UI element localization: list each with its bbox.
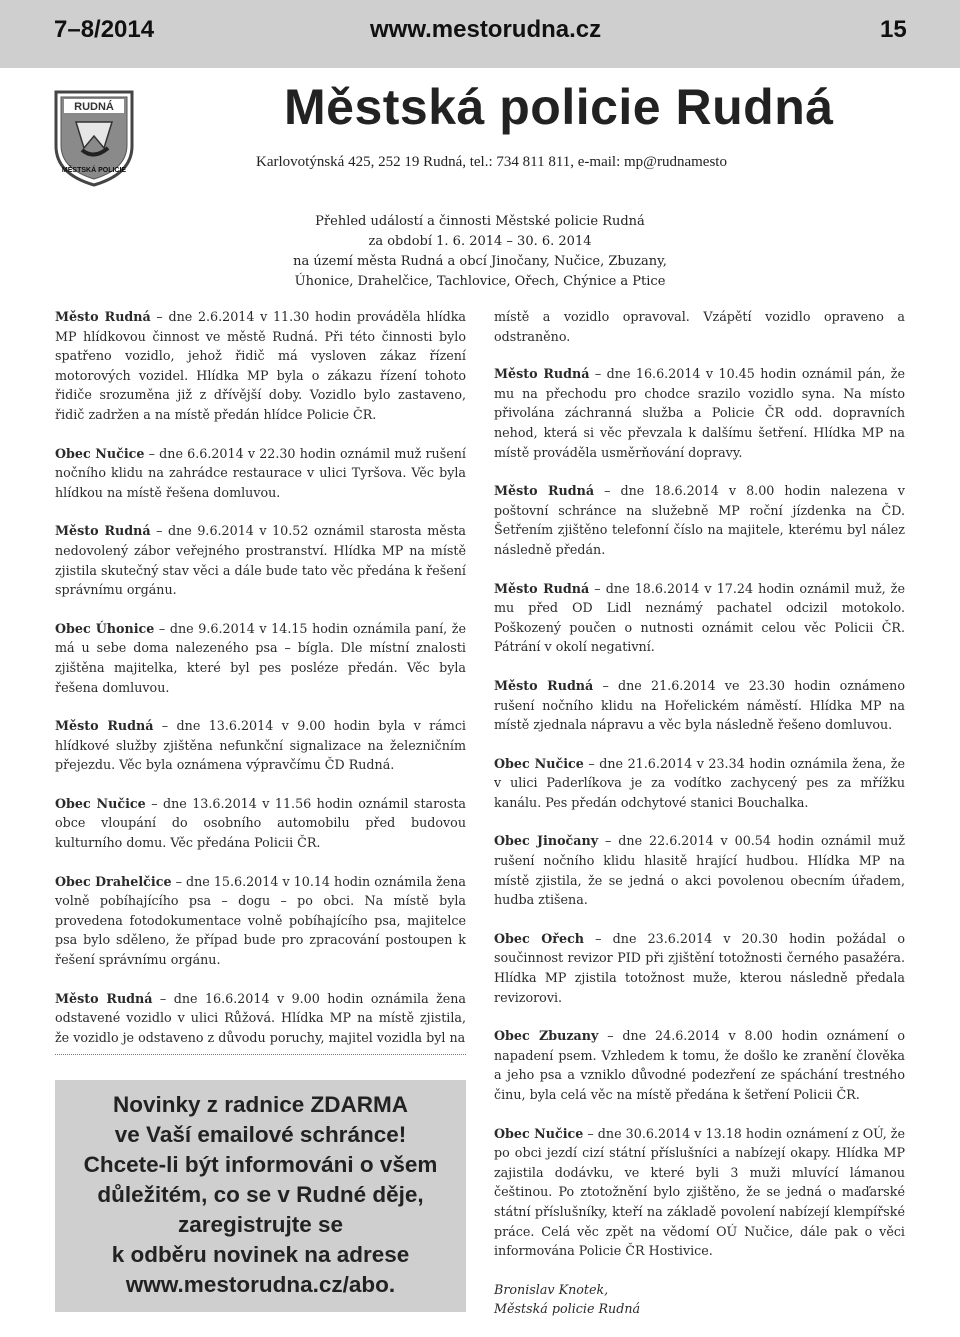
entry-place: Město Rudná — [494, 580, 590, 596]
entry-text: 9.00 hodin oznámila žena odstavené vozidlo v ulici Růžová. Hlídka MP na místě zjistila, že vozidlo je odstaveno z důvodu poruchy, majitel vozidla byl na — [55, 990, 466, 1045]
summary-line: Přehled událostí a činnosti Městské policie Rudná — [315, 214, 645, 229]
right-column — [494, 307, 905, 1319]
entry-text: 8.00 hodin nalezena v poštovní schránce na služebně MP roční jízdenka na ČD. Šetřením zjištěno telefonní číslo na majitele, kterému byl nález následně předán. — [494, 483, 905, 557]
incident-entry — [494, 481, 905, 559]
entry-place: Město Rudná — [55, 309, 151, 324]
entry-date: – dne 16.6.2014 v — [152, 990, 292, 1006]
entry-place: Obec Nučice — [55, 445, 145, 461]
summary-line: za období 1. 6. 2014 – 30. 6. 2014 — [368, 234, 592, 249]
contact-address: Karlovotýnská 425, 252 19 Rudná, tel.: 734 811 811, e-mail: mp@rudnamesto — [256, 154, 727, 170]
svg-text:RUDNÁ: RUDNÁ — [74, 101, 114, 113]
incident-entry — [55, 872, 466, 970]
promo-line: k odběru novinek na adrese — [111, 1242, 410, 1267]
entry-place: Obec Nučice — [55, 795, 146, 811]
entry-place: Město Rudná — [494, 677, 594, 693]
incident-entry — [494, 579, 905, 657]
municipal-police-logo — [52, 88, 136, 188]
entry-text: 14.15 hodin oznámila paní, že má u sebe doma nalezeného psa – bígla. Dle místní znalosti zjištěna majitelka, které byl pes posléze předán. Věc byla řešena domluvou. — [55, 620, 466, 695]
entry-text: 13.18 hodin oznámení z OÚ, že po obci jezdí cizí státní příslušníci a nabízejí okapy. Hlídka MP zajistila dodávku, ve které byli 3 muži mluvící lámanou češtinou. Po ztotožnění bylo zjištěno, že se jedná o maďarské státní příslušníky, kteří na základě povolení nabízejí klempířské práce. Celá věc zpět na vědomí OÚ Nučice, dále pak o věci informována Policie ČR Hostivice. — [494, 1125, 905, 1259]
entry-place: Obec Zbuzany — [494, 1028, 599, 1044]
entry-date: – dne 24.6.2014 v — [598, 1028, 745, 1044]
entry-text: 11.30 hodin prováděla hlídka MP hlídkovou činnost ve městě Rudná. Při této činnosti bylo spatřeno vozidlo, jehož řidič má vysloven zákaz řízení motorových vozidel. Hlídka MP byla o zákazu řízení tohoto řidiče srozuměna již z dřívější doby. Vozidlo bylo zastaveno, řidič zadržen a na místě předán hlídce Policie ČR. — [55, 309, 466, 422]
author-signature — [494, 1280, 905, 1319]
summary-line: Úhonice, Drahelčice, Tachlovice, Ořech, Chýnice a Ptice — [294, 274, 666, 289]
incident-entry — [494, 754, 905, 813]
incident-entry — [55, 989, 466, 1048]
promo-text — [55, 1090, 466, 1300]
entry-place: Obec Drahelčice — [55, 873, 172, 889]
entry-date: – dne 2.6.2014 v — [150, 309, 273, 324]
incident-entry — [55, 444, 466, 503]
entry-place: Obec Nučice — [494, 1125, 584, 1141]
entry-place: Město Rudná — [55, 523, 151, 539]
report-summary — [180, 212, 780, 292]
entry-text: místě a vozidlo opravoval. Vzápětí vozidlo opraveno a odstraněno. — [494, 309, 905, 344]
entry-text: 11.56 hodin oznámil starosta obce vloupání do osobního automobilu před budovou kulturního domu. Věc předána Policii ČR. — [55, 795, 466, 851]
entry-place: Město Rudná — [55, 718, 154, 734]
entry-date: – dne 6.6.2014 v — [144, 445, 260, 461]
incident-entry — [494, 676, 905, 735]
entry-text: 00.54 hodin oznámil muž rušení nočního klidu hlasitě hrající hudbou. Hlídka MP na místě zjistila, že se jedná o akci povolenou obecním úřadem, hudba ztišena. — [494, 833, 905, 908]
incident-entry — [494, 929, 905, 1007]
entry-place: Město Rudná — [494, 366, 590, 382]
entry-date: – dne 9.6.2014 v — [154, 620, 272, 636]
website-link[interactable]: www.mestorudna.cz — [370, 16, 602, 43]
entry-place: Obec Úhonice — [55, 620, 155, 636]
page-number: 15 — [880, 16, 907, 43]
summary-line: na území města Rudná a obcí Jinočany, Nučice, Zbuzany, — [293, 254, 667, 269]
svg-text:MĚSTSKÁ POLICIE: MĚSTSKÁ POLICIE — [61, 167, 127, 174]
entry-text: 8.00 hodin oznámení o napadení psem. Vzhledem k tomu, že došlo ke zranění člověka a jeho psa a vzniklo důvodné podezření ze spáchání trestného činu, byla celá věc na místě předána k šetření Policii ČR. — [494, 1028, 905, 1102]
entry-text: 9.00 hodin byla v rámci hlídkové služby zjištěna nefunkční signalizace na železničním přejezdu. Věc byla oznámena výpravčímu ČD Rudná. — [55, 718, 466, 773]
entry-date: – dne 21.6.2014 v — [583, 755, 709, 771]
entry-date: – dne 30.6.2014 v — [583, 1125, 706, 1141]
promo-line: zaregistrujte se — [177, 1212, 344, 1237]
entry-date: – dne 13.6.2014 v — [145, 795, 275, 811]
incident-entry — [55, 307, 466, 425]
entry-date: – dne 9.6.2014 v — [150, 523, 273, 539]
entry-place: Město Rudná — [494, 483, 595, 499]
incident-entry — [55, 521, 466, 599]
entry-text: 10.14 hodin oznámila žena volně pobíhajícího psa – dogu – po obci. Na místě byla provedena fotodokumentace volně pobíhajícího psa, majitelce psa bylo sděleno, že případ bude pro zpracování postoupen k řešení správnímu orgánu. — [55, 873, 466, 968]
left-column — [55, 307, 466, 1066]
entry-place: Obec Ořech — [494, 930, 585, 946]
promo-link[interactable]: www.mestorudna.cz/abo. — [125, 1272, 396, 1297]
author-name: Bronislav Knotek, — [494, 1281, 609, 1297]
entry-date: – dne 23.6.2014 v — [584, 930, 742, 946]
entry-text: 10.52 oznámil starosta města nedovolený zábor veřejného prostranství. Hlídka MP na místě zjistila skutečný stav věci a dále bude tato věc předána k řešení správnímu orgánu. — [55, 523, 466, 598]
entry-date: – dne 16.6.2014 v — [589, 366, 719, 382]
entry-text: 17.24 hodin oznámil muž, že mu před OD Lidl neznámý pachatel odcizil motokolo. Poškozený poučen o nutnosti oznámit celou věc Policii ČR. Pátrání v okolí negativní. — [494, 580, 905, 655]
incident-entry-continued — [494, 307, 905, 346]
entry-date: – dne 22.6.2014 v — [598, 833, 735, 849]
dotted-divider — [55, 1054, 466, 1055]
entry-date: – dne 15.6.2014 v — [171, 873, 294, 889]
promo-line: ve Vaší emailové schránce! — [114, 1122, 407, 1147]
incident-entry — [494, 364, 905, 462]
author-role: Městská policie Rudná — [494, 1301, 641, 1317]
page-title: Městská policie Rudná — [284, 79, 834, 135]
entry-place: Obec Jinočany — [494, 833, 599, 849]
promo-line: Novinky z radnice ZDARMA — [112, 1092, 409, 1117]
incident-entry — [55, 619, 466, 697]
entry-text: 22.30 hodin oznámil muž rušení nočního klidu na zahrádce restaurace v ulici Tyršova. Věc byla hlídkou na místě řešena domluvou. — [55, 445, 466, 500]
entry-date: – dne 18.6.2014 v — [589, 580, 717, 596]
entry-text: 23.30 hodin oznámeno rušení nočního klidu na Hořelickém náměstí. Hlídka MP na místě zjednala nápravu a věc byla následně řešeno domluvou. — [494, 677, 905, 733]
entry-text: 20.30 hodin požádal o součinnost revizor PID při zjištění totožnosti černého pasažéra. Hlídka MP zjistila totožnost muže, kterou následně předala revizorovi. — [494, 930, 905, 1005]
entry-place: Obec Nučice — [494, 755, 584, 771]
newsletter-promo-box — [55, 1080, 466, 1312]
incident-entry — [55, 794, 466, 853]
incident-entry — [494, 831, 905, 909]
incident-entry — [55, 716, 466, 775]
promo-line: Chcete-li být informováni o všem — [83, 1152, 438, 1177]
entry-date: – dne 21.6.2014 ve — [593, 677, 749, 693]
entry-place: Město Rudná — [55, 990, 153, 1006]
entry-text: 10.45 hodin oznámil pán, že mu na přechodu pro chodce srazilo vozidlo syna. Na místo přivolána záchranná služba a Policie ČR odd. dopravních nehod, která si věc převzala k dalšímu šetření. Hlídka MP na místě prováděla usměrňování dopravy. — [494, 366, 905, 460]
issue-number: 7–8/2014 — [54, 16, 155, 43]
incident-entry — [494, 1026, 905, 1104]
incident-entry — [494, 1124, 905, 1261]
entry-text: 23.34 hodin oznámila žena, že v ulici Paderlíkova je za vodítko zachycený pes za mřížku kanálu. Pes předán odchytové stanici Bouchalka. — [494, 755, 905, 810]
promo-line: důležitém, co se v Rudné děje, — [97, 1182, 424, 1207]
entry-date: – dne 18.6.2014 v — [594, 483, 747, 499]
entry-date: – dne 13.6.2014 v — [153, 718, 298, 734]
